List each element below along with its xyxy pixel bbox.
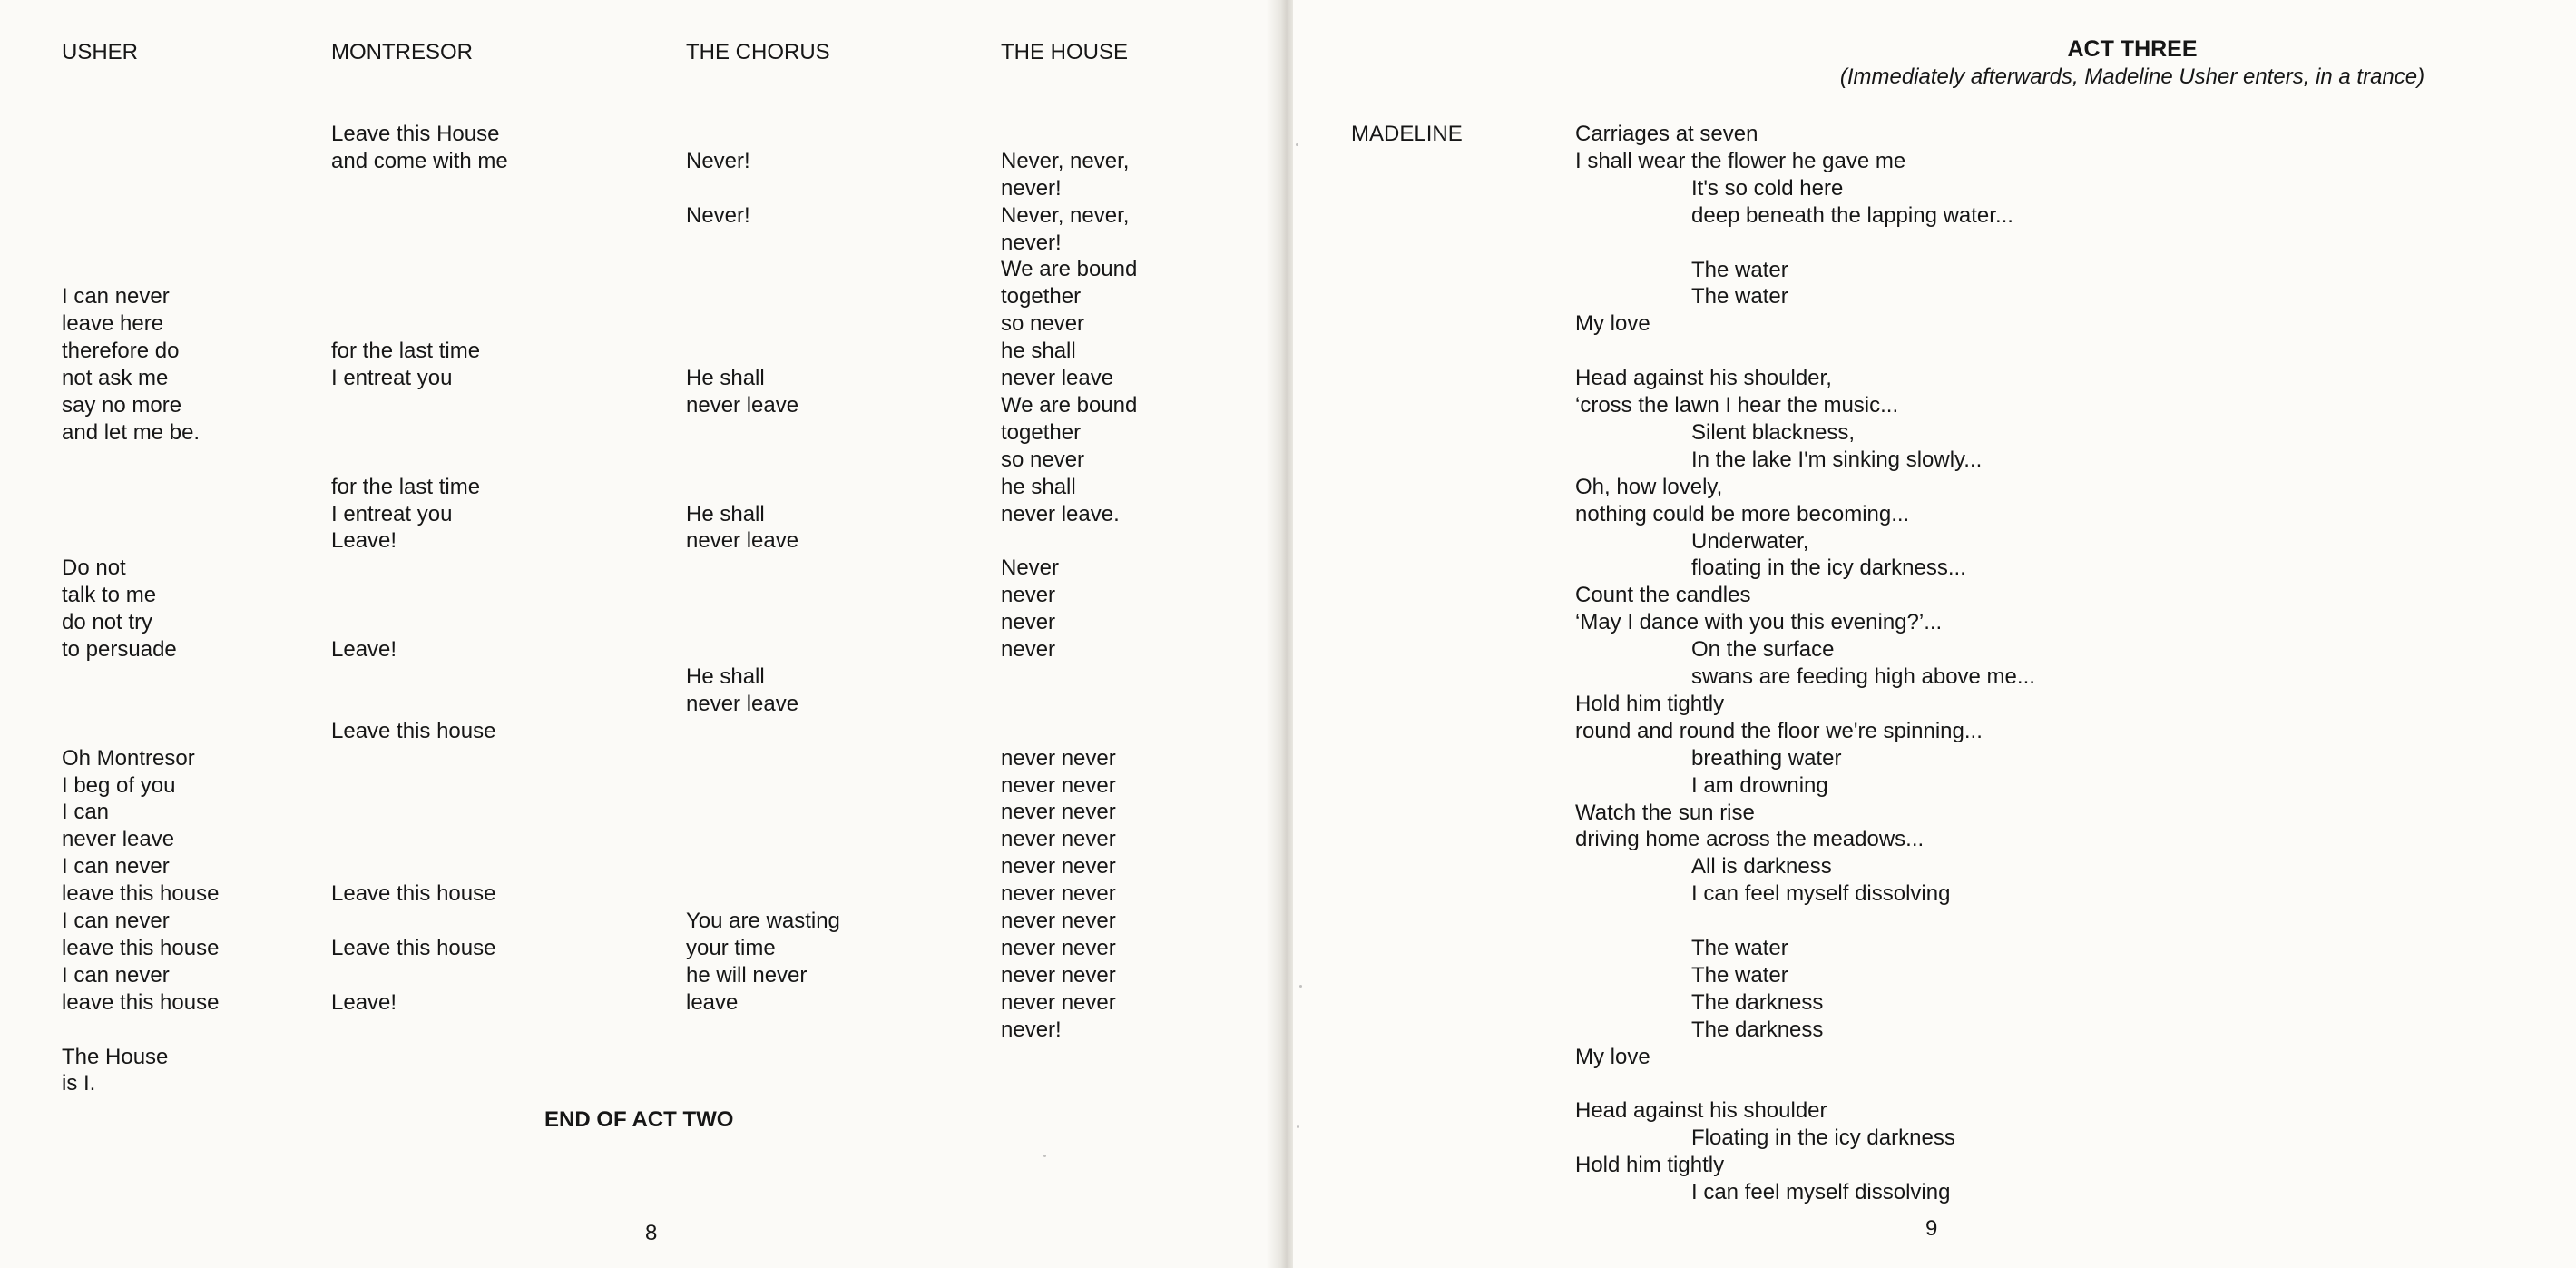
usher-line: to persuade (62, 637, 177, 662)
house-line: never never (1001, 909, 1116, 933)
madeline-line: Floating in the icy darkness (1691, 1125, 1955, 1151)
usher-line: do not try (62, 610, 153, 635)
usher-line: I can never (62, 854, 170, 880)
madeline-line: Count the candles (1575, 583, 1751, 608)
madeline-line: Head against his shoulder (1575, 1098, 1827, 1124)
madeline-line: ‘cross the lawn I hear the music... (1575, 393, 1899, 418)
madeline-line: The water (1691, 284, 1788, 310)
montresor-line: Leave! (331, 989, 397, 1015)
house-line: never never (1001, 935, 1116, 960)
chorus-line: never leave (686, 392, 799, 418)
madeline-line: Silent blackness, (1691, 419, 1856, 445)
usher-line: never leave (62, 827, 175, 852)
house-header: THE HOUSE (1001, 40, 1129, 64)
chorus-header: THE CHORUS (686, 40, 830, 64)
madeline-line: My love (1575, 1044, 1650, 1069)
montresor-line: Leave! (331, 637, 397, 662)
montresor-line: Leave this house (331, 881, 496, 907)
chorus-line: Never! (686, 148, 750, 173)
house-line: never (1001, 610, 1056, 635)
house-line: never never (1001, 800, 1116, 825)
madeline-line: I shall wear the flower he gave me (1575, 148, 1906, 173)
madeline-line: The water (1691, 962, 1788, 988)
usher-line: talk to me (62, 583, 157, 608)
paper-speck (1299, 985, 1302, 988)
house-line: never leave (1001, 366, 1114, 390)
montresor-line: and come with me (331, 148, 508, 173)
chorus-line: never leave (686, 528, 799, 554)
house-line: never! (1001, 230, 1062, 255)
chorus-line: he will never (686, 962, 808, 988)
madeline-line: Underwater, (1691, 528, 1809, 554)
house-line: We are bound (1001, 392, 1138, 418)
montresor-header: MONTRESOR (331, 40, 473, 64)
chorus-line: your time (686, 935, 776, 960)
house-line: We are bound (1001, 257, 1138, 282)
chorus-line: You are wasting (686, 909, 840, 933)
house-line: never never (1001, 772, 1116, 798)
usher-line: Oh Montresor (62, 745, 195, 771)
house-line: never (1001, 637, 1056, 662)
page-number-left: 8 (645, 1221, 658, 1245)
act-title: ACT THREE (2067, 36, 2198, 62)
house-line: he shall (1001, 474, 1076, 499)
chorus-line: He shall (686, 663, 765, 689)
usher-line: I can (62, 800, 110, 825)
madeline-line: Carriages at seven (1575, 122, 1758, 146)
page-number-right: 9 (1925, 1216, 1938, 1241)
usher-line: I can never (62, 909, 170, 933)
usher-header: USHER (62, 40, 139, 64)
house-line: so never (1001, 447, 1085, 472)
usher-line: I can never (62, 284, 170, 310)
madeline-line: On the surface (1691, 637, 1835, 663)
madeline-line: Watch the sun rise (1575, 800, 1755, 825)
usher-line: is I. (62, 1071, 96, 1096)
madeline-line: I can feel myself dissolving (1691, 881, 1951, 907)
paper-speck (1297, 1125, 1299, 1128)
montresor-line: Leave this House (331, 121, 500, 146)
house-line: never! (1001, 1017, 1062, 1042)
house-line: together (1001, 284, 1082, 310)
montresor-line: I entreat you (331, 501, 453, 526)
house-line: never never (1001, 854, 1116, 880)
usher-line: leave this house (62, 881, 220, 907)
madeline-line: My love (1575, 311, 1650, 337)
chorus-line: He shall (686, 501, 765, 526)
house-line: never never (1001, 827, 1116, 852)
madeline-line: driving home across the meadows... (1575, 827, 1925, 852)
paper-speck (1296, 143, 1298, 146)
chorus-line: never leave (686, 691, 799, 716)
house-line: never (1001, 583, 1056, 608)
madeline-line: swans are feeding high above me... (1691, 664, 2035, 689)
paper-speck (1043, 1155, 1046, 1157)
madeline-line: deep beneath the lapping water... (1691, 202, 2013, 228)
montresor-line: Leave! (331, 528, 397, 554)
montresor-line: I entreat you (331, 366, 453, 390)
house-line: together (1001, 419, 1082, 445)
usher-line: therefore do (62, 339, 180, 364)
madeline-line: In the lake I'm sinking slowly... (1691, 447, 1983, 472)
stage-direction: (Immediately afterwards, Madeline Usher enters, in a trance) (1839, 64, 2425, 89)
house-line: never never (1001, 962, 1116, 988)
madeline-line: breathing water (1691, 745, 1842, 771)
house-line: Never, never, (1001, 148, 1130, 173)
usher-line: leave this house (62, 989, 220, 1015)
right-page (1293, 0, 2576, 1268)
usher-line: and let me be. (62, 419, 201, 445)
chorus-line: Never! (686, 202, 750, 228)
house-line: never never (1001, 745, 1116, 771)
madeline-line: nothing could be more becoming... (1575, 501, 1910, 526)
house-line: never never (1001, 989, 1116, 1015)
madeline-line: round and round the floor we're spinning... (1575, 718, 1983, 743)
chorus-line: He shall (686, 366, 765, 390)
house-line: so never (1001, 311, 1085, 337)
usher-line: not ask me (62, 366, 169, 390)
madeline-line: The water (1691, 936, 1788, 960)
usher-line: leave here (62, 311, 164, 337)
madeline-line: floating in the icy darkness... (1691, 555, 1966, 581)
house-line: he shall (1001, 339, 1076, 364)
speaker-name: MADELINE (1351, 122, 1463, 146)
usher-line: leave this house (62, 935, 220, 960)
madeline-line: Hold him tightly (1575, 1153, 1725, 1178)
madeline-line: All is darkness (1691, 854, 1832, 880)
madeline-line: The darkness (1691, 1017, 1824, 1042)
house-line: never! (1001, 175, 1062, 201)
usher-line: I beg of you (62, 772, 176, 798)
usher-line: Do not (62, 555, 126, 581)
madeline-line: The darkness (1691, 989, 1824, 1015)
montresor-line: Leave this house (331, 935, 496, 960)
left-page (0, 0, 1279, 1268)
montresor-line: for the last time (331, 339, 481, 364)
house-line: Never, never, (1001, 202, 1130, 228)
madeline-line: Head against his shoulder, (1575, 366, 1832, 391)
house-line: never never (1001, 881, 1116, 907)
madeline-line: Hold him tightly (1575, 691, 1725, 716)
house-line: Never (1001, 555, 1060, 581)
montresor-line: Leave this house (331, 718, 496, 743)
usher-line: I can never (62, 962, 170, 988)
madeline-line: ‘May I dance with you this evening?’... (1575, 610, 1943, 635)
usher-line: The House (62, 1044, 169, 1069)
chorus-line: leave (686, 989, 739, 1015)
madeline-line: It's so cold here (1691, 175, 1844, 201)
end-of-act-two: END OF ACT TWO (544, 1107, 734, 1132)
madeline-line: I can feel myself dissolving (1691, 1180, 1951, 1205)
madeline-line: I am drowning (1691, 772, 1828, 798)
usher-line: say no more (62, 392, 182, 418)
madeline-line: The water (1691, 257, 1788, 282)
house-line: never leave. (1001, 501, 1120, 526)
madeline-line: Oh, how lovely, (1575, 474, 1723, 499)
montresor-line: for the last time (331, 474, 481, 499)
